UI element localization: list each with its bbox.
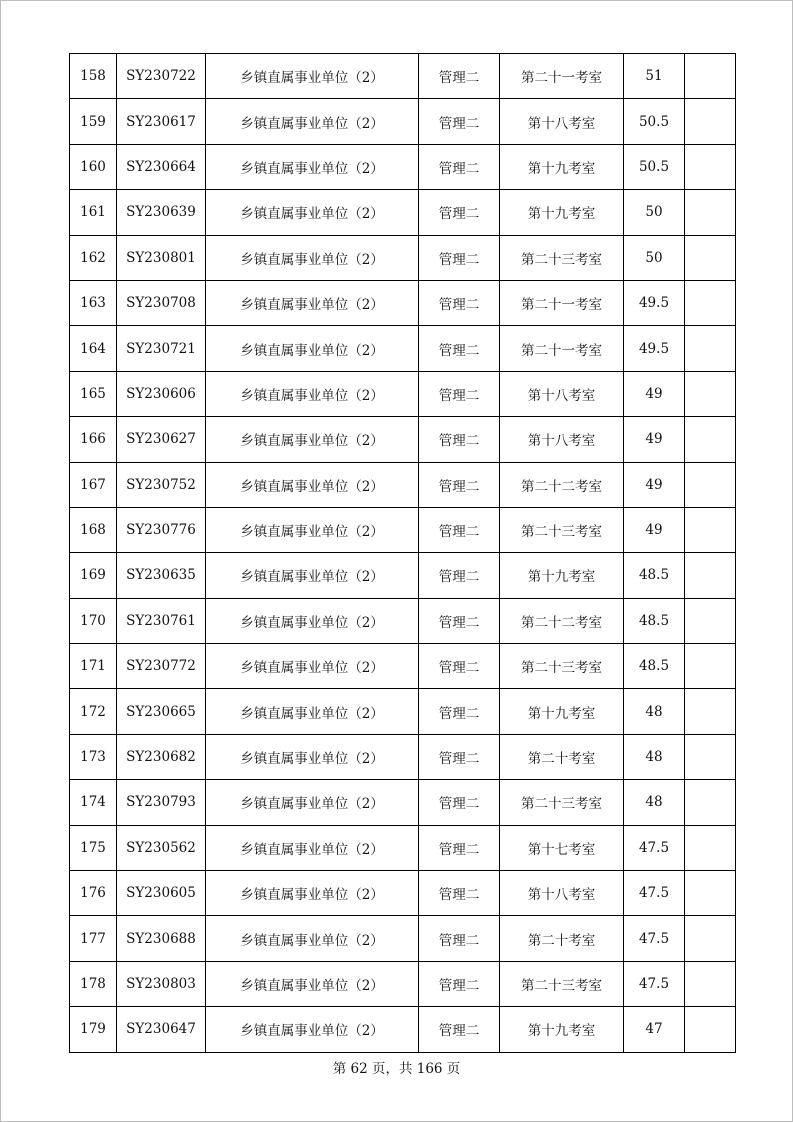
position-cell: 管理二 bbox=[419, 734, 500, 779]
row-number-cell: 177 bbox=[70, 916, 117, 961]
candidate-id-cell: SY230708 bbox=[117, 280, 206, 325]
score-cell: 50 bbox=[624, 190, 685, 235]
row-number-cell: 165 bbox=[70, 371, 117, 416]
exam-room-cell: 第十八考室 bbox=[500, 99, 624, 144]
note-cell bbox=[685, 598, 736, 643]
unit-cell: 乡镇直属事业单位（2） bbox=[206, 553, 419, 598]
position-cell: 管理二 bbox=[419, 235, 500, 280]
candidate-id-cell: SY230635 bbox=[117, 553, 206, 598]
exam-room-cell: 第二十三考室 bbox=[500, 780, 624, 825]
note-cell bbox=[685, 190, 736, 235]
candidate-id-cell: SY230647 bbox=[117, 1007, 206, 1052]
unit-cell: 乡镇直属事业单位（2） bbox=[206, 734, 419, 779]
unit-cell: 乡镇直属事业单位（2） bbox=[206, 507, 419, 552]
exam-room-cell: 第二十三考室 bbox=[500, 644, 624, 689]
candidate-id-cell: SY230752 bbox=[117, 462, 206, 507]
unit-cell: 乡镇直属事业单位（2） bbox=[206, 235, 419, 280]
score-cell: 49 bbox=[624, 507, 685, 552]
score-cell: 49.5 bbox=[624, 280, 685, 325]
exam-room-cell: 第十九考室 bbox=[500, 689, 624, 734]
position-cell: 管理二 bbox=[419, 462, 500, 507]
note-cell bbox=[685, 462, 736, 507]
table-row bbox=[70, 280, 736, 325]
candidate-id-cell: SY230721 bbox=[117, 326, 206, 371]
position-cell: 管理二 bbox=[419, 825, 500, 870]
note-cell bbox=[685, 280, 736, 325]
unit-cell: 乡镇直属事业单位（2） bbox=[206, 961, 419, 1006]
note-cell bbox=[685, 371, 736, 416]
position-cell: 管理二 bbox=[419, 507, 500, 552]
score-cell: 47.5 bbox=[624, 961, 685, 1006]
row-number-cell: 159 bbox=[70, 99, 117, 144]
row-number-cell: 161 bbox=[70, 190, 117, 235]
position-cell: 管理二 bbox=[419, 54, 500, 99]
exam-room-cell: 第十八考室 bbox=[500, 417, 624, 462]
row-number-cell: 171 bbox=[70, 644, 117, 689]
score-table bbox=[69, 53, 736, 1053]
score-cell: 48.5 bbox=[624, 644, 685, 689]
row-number-cell: 176 bbox=[70, 871, 117, 916]
table-row bbox=[70, 961, 736, 1006]
candidate-id-cell: SY230776 bbox=[117, 507, 206, 552]
row-number-cell: 166 bbox=[70, 417, 117, 462]
exam-room-cell: 第二十二考室 bbox=[500, 462, 624, 507]
position-cell: 管理二 bbox=[419, 326, 500, 371]
score-cell: 47 bbox=[624, 1007, 685, 1052]
table-row bbox=[70, 825, 736, 870]
exam-room-cell: 第十九考室 bbox=[500, 553, 624, 598]
exam-room-cell: 第二十考室 bbox=[500, 734, 624, 779]
unit-cell: 乡镇直属事业单位（2） bbox=[206, 326, 419, 371]
exam-room-cell: 第十九考室 bbox=[500, 190, 624, 235]
candidate-id-cell: SY230664 bbox=[117, 144, 206, 189]
unit-cell: 乡镇直属事业单位（2） bbox=[206, 916, 419, 961]
row-number-cell: 178 bbox=[70, 961, 117, 1006]
exam-room-cell: 第十八考室 bbox=[500, 871, 624, 916]
note-cell bbox=[685, 1007, 736, 1052]
table-row bbox=[70, 644, 736, 689]
score-cell: 47.5 bbox=[624, 916, 685, 961]
note-cell bbox=[685, 235, 736, 280]
score-cell: 50 bbox=[624, 235, 685, 280]
score-cell: 49 bbox=[624, 371, 685, 416]
row-number-cell: 173 bbox=[70, 734, 117, 779]
unit-cell: 乡镇直属事业单位（2） bbox=[206, 598, 419, 643]
candidate-id-cell: SY230722 bbox=[117, 54, 206, 99]
note-cell bbox=[685, 99, 736, 144]
unit-cell: 乡镇直属事业单位（2） bbox=[206, 780, 419, 825]
position-cell: 管理二 bbox=[419, 553, 500, 598]
note-cell bbox=[685, 54, 736, 99]
exam-room-cell: 第二十一考室 bbox=[500, 280, 624, 325]
exam-room-cell: 第十七考室 bbox=[500, 825, 624, 870]
note-cell bbox=[685, 734, 736, 779]
note-cell bbox=[685, 326, 736, 371]
exam-room-cell: 第二十考室 bbox=[500, 916, 624, 961]
row-number-cell: 174 bbox=[70, 780, 117, 825]
table-body bbox=[70, 54, 736, 1053]
table-row bbox=[70, 54, 736, 99]
row-number-cell: 170 bbox=[70, 598, 117, 643]
position-cell: 管理二 bbox=[419, 780, 500, 825]
candidate-id-cell: SY230606 bbox=[117, 371, 206, 416]
table-row bbox=[70, 462, 736, 507]
note-cell bbox=[685, 916, 736, 961]
row-number-cell: 168 bbox=[70, 507, 117, 552]
exam-room-cell: 第十九考室 bbox=[500, 1007, 624, 1052]
table-row bbox=[70, 371, 736, 416]
candidate-id-cell: SY230793 bbox=[117, 780, 206, 825]
candidate-id-cell: SY230761 bbox=[117, 598, 206, 643]
score-cell: 48.5 bbox=[624, 598, 685, 643]
table-row bbox=[70, 598, 736, 643]
unit-cell: 乡镇直属事业单位（2） bbox=[206, 280, 419, 325]
position-cell: 管理二 bbox=[419, 280, 500, 325]
score-cell: 49.5 bbox=[624, 326, 685, 371]
table-row bbox=[70, 326, 736, 371]
score-cell: 50.5 bbox=[624, 144, 685, 189]
score-cell: 48 bbox=[624, 780, 685, 825]
unit-cell: 乡镇直属事业单位（2） bbox=[206, 190, 419, 235]
unit-cell: 乡镇直属事业单位（2） bbox=[206, 371, 419, 416]
table-row bbox=[70, 507, 736, 552]
candidate-id-cell: SY230682 bbox=[117, 734, 206, 779]
position-cell: 管理二 bbox=[419, 916, 500, 961]
unit-cell: 乡镇直属事业单位（2） bbox=[206, 462, 419, 507]
row-number-cell: 160 bbox=[70, 144, 117, 189]
position-cell: 管理二 bbox=[419, 371, 500, 416]
score-cell: 48 bbox=[624, 689, 685, 734]
table-row bbox=[70, 235, 736, 280]
row-number-cell: 163 bbox=[70, 280, 117, 325]
note-cell bbox=[685, 144, 736, 189]
row-number-cell: 167 bbox=[70, 462, 117, 507]
row-number-cell: 179 bbox=[70, 1007, 117, 1052]
position-cell: 管理二 bbox=[419, 598, 500, 643]
position-cell: 管理二 bbox=[419, 644, 500, 689]
note-cell bbox=[685, 553, 736, 598]
score-cell: 49 bbox=[624, 417, 685, 462]
note-cell bbox=[685, 689, 736, 734]
table-row bbox=[70, 689, 736, 734]
row-number-cell: 172 bbox=[70, 689, 117, 734]
score-cell: 48.5 bbox=[624, 553, 685, 598]
position-cell: 管理二 bbox=[419, 99, 500, 144]
unit-cell: 乡镇直属事业单位（2） bbox=[206, 54, 419, 99]
note-cell bbox=[685, 825, 736, 870]
note-cell bbox=[685, 507, 736, 552]
score-cell: 50.5 bbox=[624, 99, 685, 144]
table-row bbox=[70, 1007, 736, 1052]
score-cell: 48 bbox=[624, 734, 685, 779]
exam-room-cell: 第二十三考室 bbox=[500, 961, 624, 1006]
table-row bbox=[70, 190, 736, 235]
row-number-cell: 162 bbox=[70, 235, 117, 280]
candidate-id-cell: SY230688 bbox=[117, 916, 206, 961]
candidate-id-cell: SY230639 bbox=[117, 190, 206, 235]
table-row bbox=[70, 144, 736, 189]
position-cell: 管理二 bbox=[419, 961, 500, 1006]
candidate-id-cell: SY230772 bbox=[117, 644, 206, 689]
exam-room-cell: 第二十一考室 bbox=[500, 54, 624, 99]
unit-cell: 乡镇直属事业单位（2） bbox=[206, 144, 419, 189]
unit-cell: 乡镇直属事业单位（2） bbox=[206, 689, 419, 734]
note-cell bbox=[685, 871, 736, 916]
unit-cell: 乡镇直属事业单位（2） bbox=[206, 871, 419, 916]
table-row bbox=[70, 99, 736, 144]
score-cell: 51 bbox=[624, 54, 685, 99]
row-number-cell: 175 bbox=[70, 825, 117, 870]
candidate-id-cell: SY230605 bbox=[117, 871, 206, 916]
candidate-id-cell: SY230665 bbox=[117, 689, 206, 734]
candidate-id-cell: SY230617 bbox=[117, 99, 206, 144]
table-row bbox=[70, 916, 736, 961]
position-cell: 管理二 bbox=[419, 190, 500, 235]
position-cell: 管理二 bbox=[419, 1007, 500, 1052]
unit-cell: 乡镇直属事业单位（2） bbox=[206, 99, 419, 144]
exam-room-cell: 第二十二考室 bbox=[500, 598, 624, 643]
exam-room-cell: 第十九考室 bbox=[500, 144, 624, 189]
note-cell bbox=[685, 780, 736, 825]
row-number-cell: 164 bbox=[70, 326, 117, 371]
exam-room-cell: 第二十三考室 bbox=[500, 507, 624, 552]
position-cell: 管理二 bbox=[419, 871, 500, 916]
table-row bbox=[70, 553, 736, 598]
score-cell: 49 bbox=[624, 462, 685, 507]
unit-cell: 乡镇直属事业单位（2） bbox=[206, 644, 419, 689]
note-cell bbox=[685, 417, 736, 462]
row-number-cell: 169 bbox=[70, 553, 117, 598]
position-cell: 管理二 bbox=[419, 144, 500, 189]
score-cell: 47.5 bbox=[624, 825, 685, 870]
row-number-cell: 158 bbox=[70, 54, 117, 99]
exam-room-cell: 第二十一考室 bbox=[500, 326, 624, 371]
candidate-id-cell: SY230801 bbox=[117, 235, 206, 280]
candidate-id-cell: SY230562 bbox=[117, 825, 206, 870]
unit-cell: 乡镇直属事业单位（2） bbox=[206, 417, 419, 462]
candidate-id-cell: SY230627 bbox=[117, 417, 206, 462]
position-cell: 管理二 bbox=[419, 689, 500, 734]
table-row bbox=[70, 871, 736, 916]
page-footer: 第 62 页，共 166 页 bbox=[332, 1061, 461, 1077]
exam-room-cell: 第二十三考室 bbox=[500, 235, 624, 280]
note-cell bbox=[685, 961, 736, 1006]
table-row bbox=[70, 734, 736, 779]
table-row bbox=[70, 780, 736, 825]
unit-cell: 乡镇直属事业单位（2） bbox=[206, 825, 419, 870]
score-cell: 47.5 bbox=[624, 871, 685, 916]
note-cell bbox=[685, 644, 736, 689]
position-cell: 管理二 bbox=[419, 417, 500, 462]
table-row bbox=[70, 417, 736, 462]
candidate-id-cell: SY230803 bbox=[117, 961, 206, 1006]
unit-cell: 乡镇直属事业单位（2） bbox=[206, 1007, 419, 1052]
exam-room-cell: 第十八考室 bbox=[500, 371, 624, 416]
